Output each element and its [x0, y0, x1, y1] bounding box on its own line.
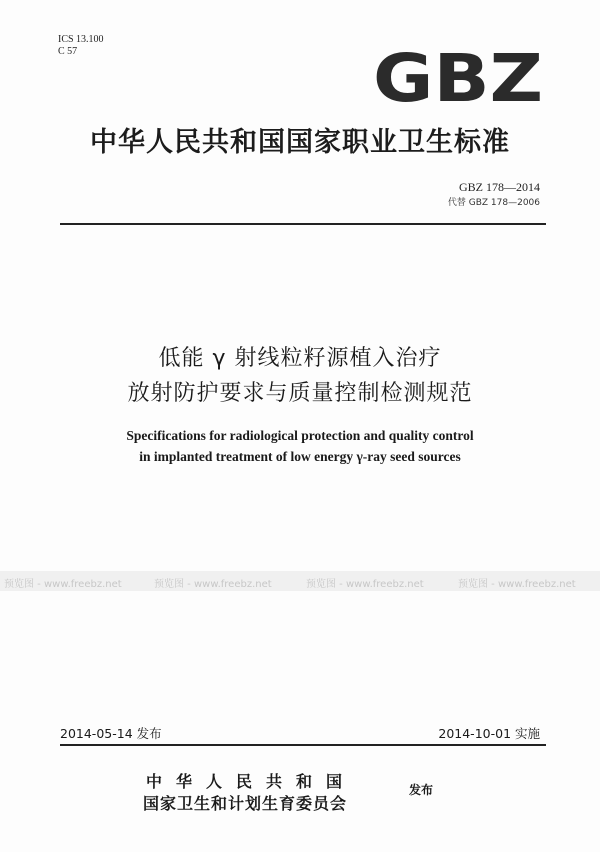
watermark-text: 预览图 - www.freebz.net	[458, 579, 576, 590]
classification-codes	[58, 34, 104, 58]
chinese-title-line-1: 低能 γ 射线粒籽源植入治疗	[158, 346, 442, 371]
watermark-text: 预览图 - www.freebz.net	[306, 579, 424, 590]
chinese-title-line-2: 放射防护要求与质量控制检测规范	[127, 381, 473, 406]
ccs-code: C 57	[58, 46, 78, 57]
replaces-standard: 代替 GBZ 178—2006	[447, 198, 540, 208]
issuer-action: 发布	[409, 783, 434, 797]
ics-code: ICS 13.100	[58, 34, 104, 45]
standard-type-title: 中华人民共和国国家职业卫生标准	[90, 127, 510, 158]
issuer-line-1: 中华人民共和国	[146, 772, 357, 791]
gbz-logo-text: GBZ	[373, 44, 543, 106]
implementation-date: 2014-10-01 实施	[438, 726, 540, 741]
top-divider	[60, 223, 546, 225]
standard-code: GBZ 178—2014	[459, 180, 540, 194]
issuer-line-2: 国家卫生和计划生育委员会	[143, 794, 348, 813]
gbz-logo	[372, 44, 544, 106]
english-title-line-2: in implanted treatment of low energy γ-ray seed sources	[139, 449, 461, 464]
watermark-text: 预览图 - www.freebz.net	[154, 579, 272, 590]
watermark-text: 预览图 - www.freebz.net	[4, 579, 122, 590]
bottom-divider	[60, 744, 546, 746]
issue-date: 2014-05-14 发布	[60, 726, 162, 741]
english-title-line-1: Specifications for radiological protection and quality control	[126, 428, 474, 443]
